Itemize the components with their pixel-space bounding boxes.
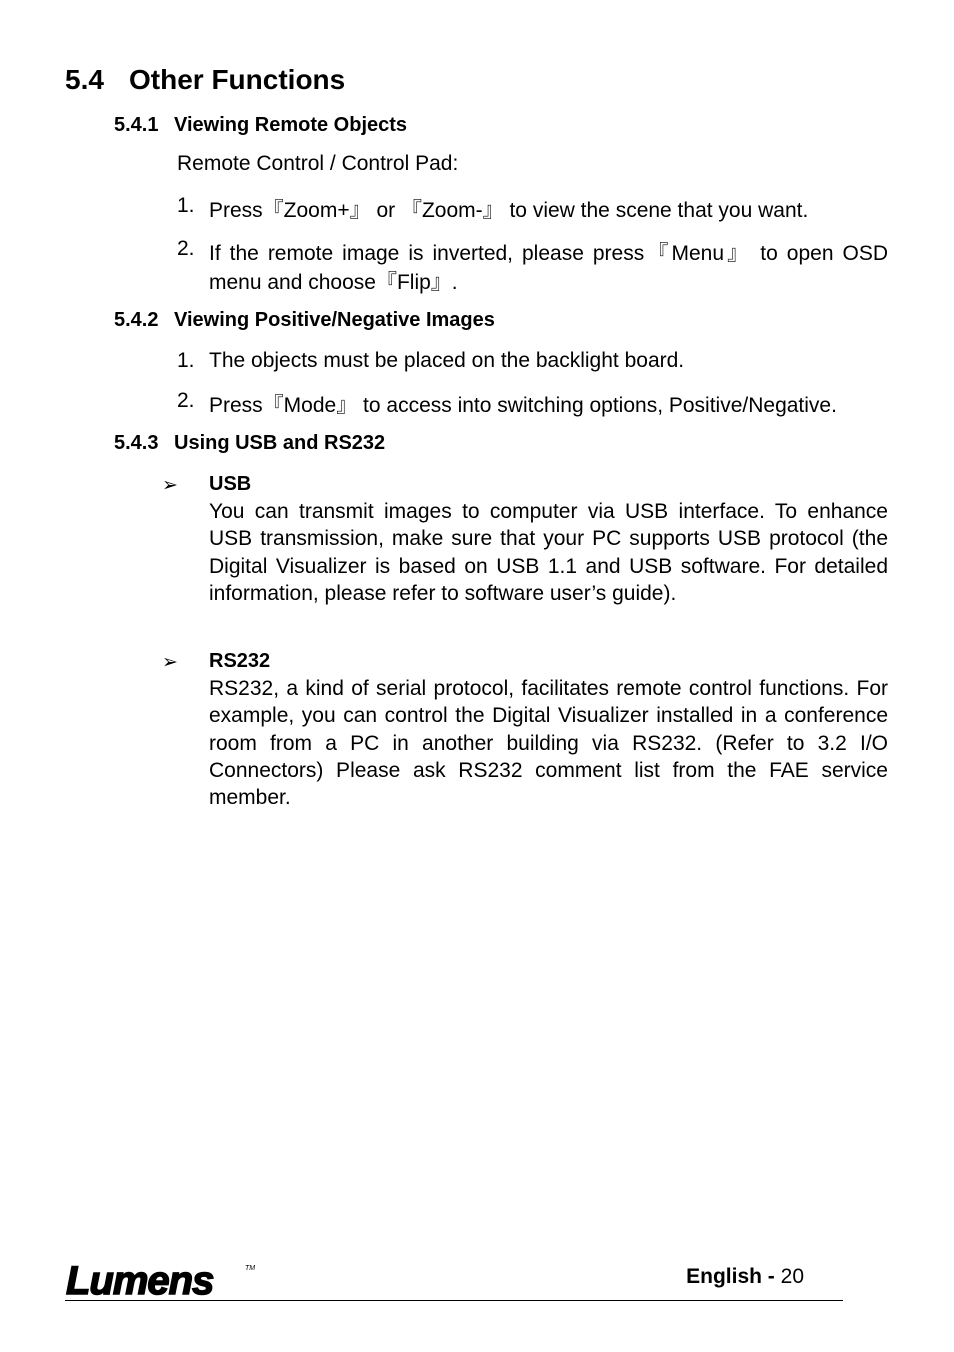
footer-divider bbox=[65, 1300, 843, 1301]
page-footer-label bbox=[686, 1265, 804, 1289]
bullet-label-rs232: RS232 bbox=[209, 650, 271, 672]
list-item-text: Press『Mode』 to access into switching options, Positive/Negative. bbox=[209, 394, 837, 417]
list-item-text-continued: menu and choose『Flip』. bbox=[209, 271, 458, 294]
bullet-label-usb: USB bbox=[209, 473, 252, 495]
trademark-mark: TM bbox=[245, 1265, 256, 1272]
logo-wordmark: Lumens bbox=[66, 1259, 214, 1300]
subsection-number: 5.4.2 bbox=[114, 309, 159, 331]
subsection-heading-2 bbox=[114, 309, 495, 332]
subsection-number: 5.4.1 bbox=[114, 114, 159, 136]
section-heading bbox=[65, 64, 345, 96]
subsection-number: 5.4.3 bbox=[114, 432, 159, 454]
section-number: 5.4 bbox=[65, 64, 104, 95]
arrow-bullet-icon: ➢ bbox=[162, 475, 178, 496]
list-item-text: If the remote image is inverted, please press『Menu』 to open OSD bbox=[209, 242, 888, 265]
subsection-title: Viewing Remote Objects bbox=[174, 114, 408, 136]
language-label: English - bbox=[686, 1265, 775, 1288]
list-item-number: 1. bbox=[177, 349, 195, 372]
list-item-number: 2. bbox=[177, 237, 195, 260]
subsection-heading-1 bbox=[114, 114, 407, 137]
list-item-number: 2. bbox=[177, 389, 195, 412]
list-item-text: The objects must be placed on the backlight board. bbox=[209, 349, 685, 372]
intro-text: Remote Control / Control Pad: bbox=[177, 152, 459, 175]
subsection-heading-3 bbox=[114, 432, 385, 455]
bullet-body-rs232: RS232, a kind of serial protocol, facilitates remote control functions. For example, you can control the Digital Visualizer installed in a conference room from a PC in another building via RS232. (Refer to 3.2 I/O Connectors) Please ask RS232 comment list from the FAE service member. bbox=[209, 677, 888, 810]
list-item-number: 1. bbox=[177, 194, 195, 217]
subsection-title: Viewing Positive/Negative Images bbox=[174, 309, 495, 331]
page-number: 20 bbox=[780, 1265, 804, 1288]
list-item-text: Press『Zoom+』 or 『Zoom-』 to view the scene that you want. bbox=[209, 199, 809, 222]
lumens-logo-graphic bbox=[64, 1258, 264, 1300]
subsection-title: Using USB and RS232 bbox=[174, 432, 386, 454]
arrow-bullet-icon: ➢ bbox=[162, 652, 178, 673]
lumens-logo bbox=[64, 1258, 264, 1305]
section-title: Other Functions bbox=[129, 64, 346, 95]
bullet-body-usb: You can transmit images to computer via USB interface. To enhance USB transmission, make sure that your PC supports USB protocol (the Digital Visualizer is based on USB 1.1 and USB software. For detailed information, please refer to software user’s guide). bbox=[209, 500, 888, 605]
